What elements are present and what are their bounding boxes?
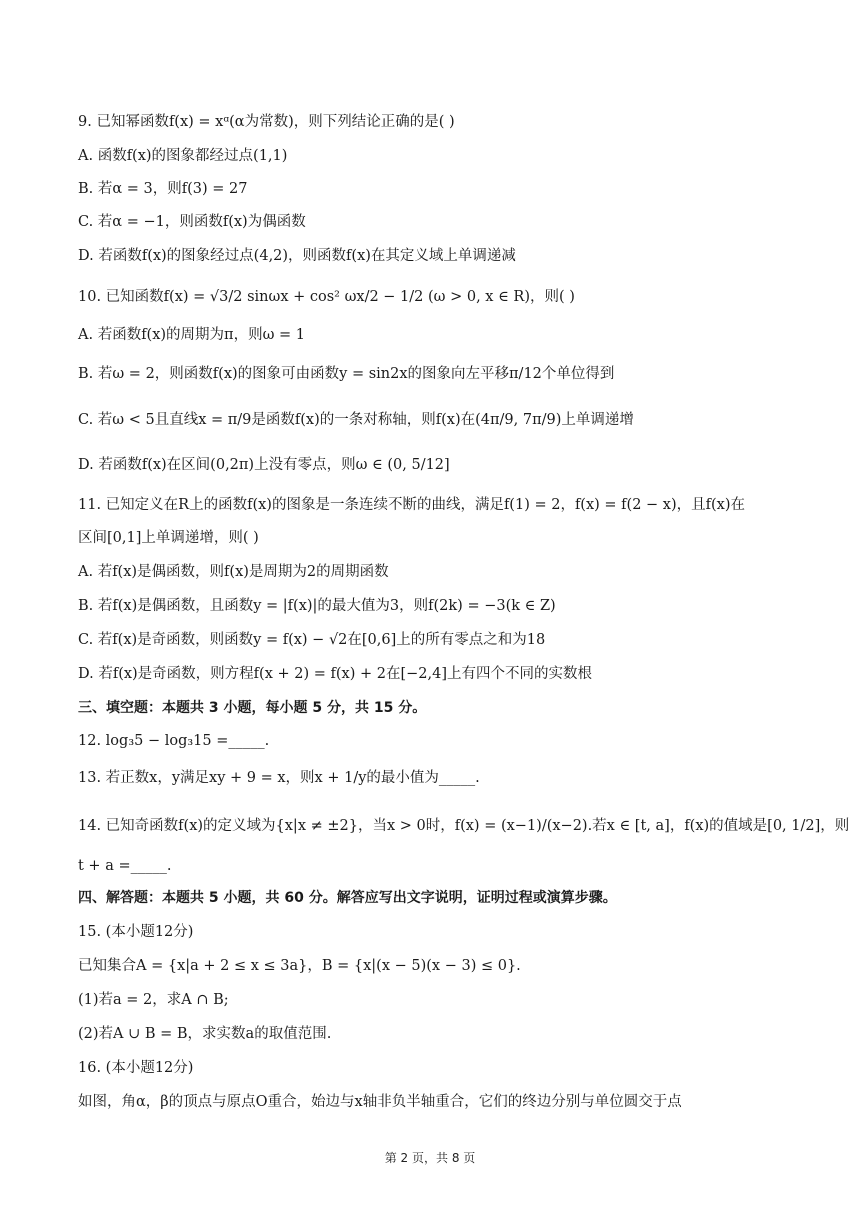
- option-10b: B. 若ω = 2，则函数f(x)的图象可由函数y = sin2x的图象向左平移π/12个单位得到: [78, 366, 615, 382]
- option-11d: D. 若f(x)是奇函数，则方程f(x + 2) = f(x) + 2在[−2,4]上有四个不同的实数根: [78, 666, 592, 682]
- question-15: 15. (本小题12分): [78, 924, 194, 940]
- option-9c: C. 若α = −1，则函数f(x)为偶函数: [78, 214, 306, 230]
- question-12: 12. log₃5 − log₃15 =_____.: [78, 733, 270, 749]
- question-13: 13. 若正数x，y满足xy + 9 = x，则x + 1/y的最小值为_____.: [78, 770, 480, 786]
- option-11b: B. 若f(x)是偶函数，且函数y = |f(x)|的最大值为3，则f(2k) = −3(k ∈ Z): [78, 598, 556, 614]
- option-11c: C. 若f(x)是奇函数，则函数y = f(x) − √2在[0,6]上的所有零点之和为18: [78, 632, 546, 648]
- section-4-heading: 四、解答题：本题共 5 小题，共 60 分。解答应写出文字说明，证明过程或演算步骤。: [78, 890, 617, 906]
- question-16: 16. (本小题12分): [78, 1060, 194, 1076]
- question-15-part-2: (2)若A ∪ B = B，求实数a的取值范围.: [78, 1026, 332, 1042]
- option-10c: C. 若ω < 5且直线x = π/9是函数f(x)的一条对称轴，则f(x)在(4π/9, 7π/9)上单调递增: [78, 412, 634, 428]
- question-16-stem: 如图，角α，β的顶点与原点O重合，始边与x轴非负半轴重合，它们的终边分别与单位圆交于点: [78, 1094, 682, 1110]
- option-9d: D. 若函数f(x)的图象经过点(4,2)，则函数f(x)在其定义域上单调递减: [78, 248, 516, 264]
- option-9b: B. 若α = 3，则f(3) = 27: [78, 181, 248, 197]
- question-9: 9. 已知幂函数f(x) = xᵅ(α为常数)，则下列结论正确的是( ): [78, 114, 455, 130]
- question-15-stem: 已知集合A = {x|a + 2 ≤ x ≤ 3a}，B = {x|(x − 5)(x − 3) ≤ 0}.: [78, 958, 521, 974]
- question-14: 14. 已知奇函数f(x)的定义域为{x|x ≠ ±2}，当x > 0时，f(x) = (x−1)/(x−2).若x ∈ [t, a]，f(x)的值域是[0, 1/2]，则: [78, 818, 850, 834]
- page-footer: 第 2 页，共 8 页: [384, 1151, 476, 1165]
- option-11a: A. 若f(x)是偶函数，则f(x)是周期为2的周期函数: [78, 564, 389, 580]
- option-9a: A. 函数f(x)的图象都经过点(1,1): [78, 148, 288, 164]
- option-10d: D. 若函数f(x)在区间(0,2π)上没有零点，则ω ∈ (0, 5/12]: [78, 457, 450, 473]
- question-10: 10. 已知函数f(x) = √3/2 sinωx + cos² ωx/2 − 1/2 (ω > 0, x ∈ R)，则( ): [78, 289, 575, 305]
- question-14-cont: t + a =_____.: [78, 858, 172, 874]
- section-3-heading: 三、填空题：本题共 3 小题，每小题 5 分，共 15 分。: [78, 700, 427, 716]
- question-11-cont: 区间[0,1]上单调递增，则( ): [78, 530, 259, 546]
- question-11: 11. 已知定义在R上的函数f(x)的图象是一条连续不断的曲线，满足f(1) = 2，f(x) = f(2 − x)，且f(x)在: [78, 497, 745, 513]
- question-15-part-1: (1)若a = 2，求A ∩ B;: [78, 992, 229, 1008]
- option-10a: A. 若函数f(x)的周期为π，则ω = 1: [78, 327, 305, 343]
